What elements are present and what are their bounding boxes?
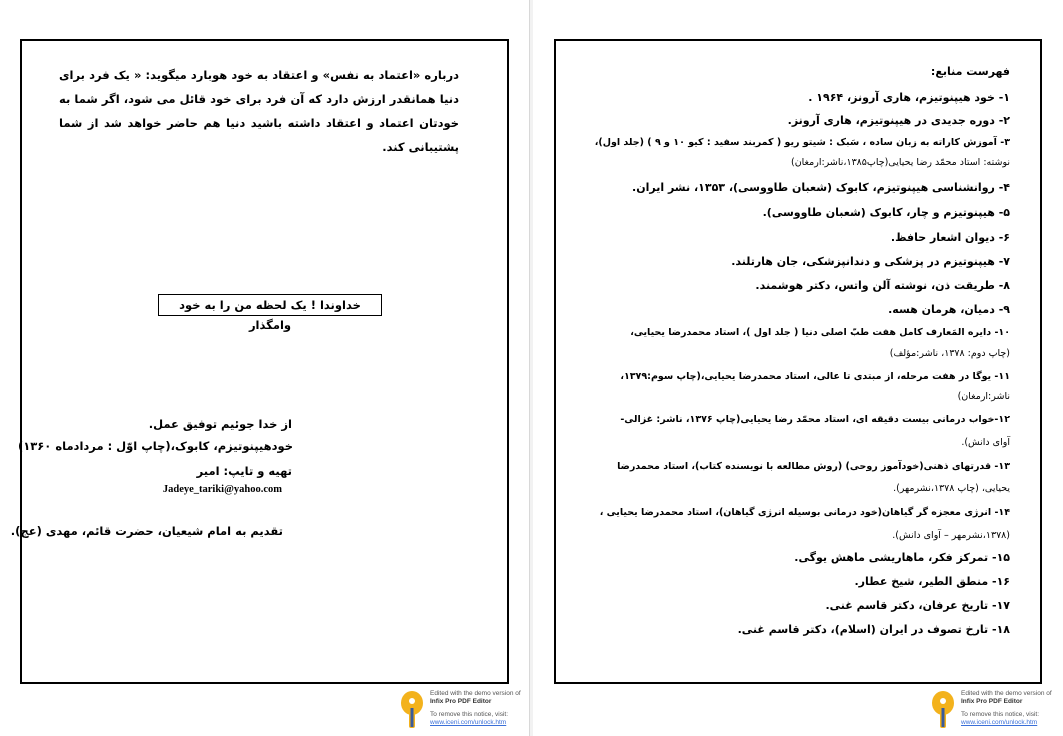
right-page-frame [554, 39, 1042, 684]
reference-line: نوشته: استاد محمّد رضا یحیایی(چاپ۱۳۸۵،ناشر:ارمغان) [790, 157, 1010, 168]
reference-line: یحیایی، (چاپ ۱۳۷۸،نشرمهر). [893, 483, 1010, 494]
reference-line: ۲- دوره جدیدی در هیپنوتیزم، هاری آرونز. [787, 114, 1010, 127]
reference-line: ۱۶- منطق الطیر، شیخ عطار. [854, 575, 1010, 588]
reference-line: ۱۸- تارخ تصوف در ایران (اسلام)، دکتر قاسم غنی. [737, 623, 1010, 636]
infix-logo-icon [931, 690, 955, 730]
reference-line: ۹- دمیان، هرمان هسه. [888, 303, 1010, 316]
watermark-text [961, 690, 1052, 726]
reference-line: ناشر:ارمغان) [957, 391, 1010, 402]
watermark-link[interactable]: www.iceni.com/unlock.htm [430, 718, 507, 726]
prepared-by: تهیه و تایپ: امیر [196, 464, 292, 478]
reference-line: آوای دانش). [961, 437, 1010, 448]
reference-line: ۴- روانشناسی هیپنوتیزم، کابوک (شعبان طاووسی)، ۱۳۵۳، نشر ایران. [632, 181, 1010, 194]
reference-line: ۱۱- یوگا در هفت مرحله، از مبتدی تا عالی، استاد محمدرضا یحیایی،(چاپ سوم:۱۳۷۹، [620, 371, 1010, 382]
watermark-line2: Infix Pro PDF Editor [961, 697, 1023, 705]
reference-line: ۱- خود هیپنوتیزم، هاری آرونز، ۱۹۶۴ . [808, 91, 1010, 104]
reference-line: ۵- هیپنوتیزم و چار، کابوک (شعبان طاووسی). [762, 206, 1010, 219]
infix-logo-icon [400, 690, 424, 730]
watermark [931, 690, 1063, 732]
reference-line: ۶- دیوان اشعار حافظ. [890, 231, 1010, 244]
reference-line: ۱۴- انرژی معجزه گر گیاهان(خود درمانی بوسیله انرژی گیاهان)، استاد محمدرضا یحیایی ، [599, 507, 1010, 518]
email-address[interactable]: Jadeye_tariki@yahoo.com [162, 484, 282, 495]
watermark-line1: Edited with the demo version of [430, 690, 521, 697]
left-page-frame [10, 39, 509, 684]
reference-line: ۱۲-خواب درمانی بیست دقیقه ای، استاد محمّد رضا یحیایی(چاپ ۱۳۷۶، ناشر: غزالی- [620, 414, 1010, 425]
reference-line: (چاپ دوم: ۱۳۷۸، ناشر:مؤلف) [889, 348, 1010, 359]
reference-line: (۱۳۷۸،نشرمهر – آوای دانش). [892, 530, 1010, 541]
reference-line: ۳- آموزش کاراته به زبان ساده ، سَبک : شیتو ریو ( کمربند سفید : کیو ۱۰ و ۹ ) (جلد اول)، [594, 137, 1010, 148]
motto-box: خداوندا ! یک لحظه من را به خود وامگذار [158, 294, 382, 316]
watermark-line3: To remove this notice, visit: [430, 711, 509, 718]
dedication: تقدیم به امام شیعیان، حضرت قائم، مهدی (عج). [10, 524, 283, 538]
intro-paragraph: درباره «اعتماد به نفس» و اعتقاد به خود هوبارد میگوید: « یک فرد برای دنیا همانقدر ارزش دارد که آن فرد برای خود قائل می شود، اگر شما به خودتان اعتماد و اعتقاد داشته باشید دنیا هم حاضر خواهد شد از شما پشتیبانی کند. [59, 68, 459, 154]
reference-line: ۱۰- دایره المَعارف کامل هفت طبّ اصلی دنیا ( جلد اول )، استاد محمدرضا یحیایی، [630, 327, 1010, 338]
references-title: فهرست منابع: [930, 65, 1010, 78]
watermark-line2: Infix Pro PDF Editor [430, 697, 492, 705]
reference-line: ۸- طریقت ذن، نوشته آلن واتس، دکتر هوشمند. [755, 279, 1010, 292]
watermark-line3: To remove this notice, visit: [961, 711, 1040, 718]
reference-line: ۱۳- قدرتهای ذهنی(خودآموز روحی) (روش مطالعه با نویسنده کتاب)، استاد محمدرضا [617, 461, 1010, 472]
watermark-text [430, 690, 521, 726]
right-page [533, 0, 1063, 736]
reference-line: ۱۵- تمرکز فکر، ماهاریشی ماهش یوگی. [794, 551, 1010, 564]
watermark-link[interactable]: www.iceni.com/unlock.htm [961, 718, 1038, 726]
left-page [0, 0, 530, 736]
source-line: خودهیپنوتیزم، کابوک،(چاپ اوّل : مردادماه ۱۳۶۰) [17, 439, 293, 453]
reference-line: ۱۷- تاریخ عرفان، دکتر قاسم غنی. [825, 599, 1010, 612]
reference-line: ۷- هیپنوتیزم در پزشکی و دندانپزشکی، جان هارتلند. [731, 255, 1010, 268]
watermark-line1: Edited with the demo version of [961, 690, 1052, 697]
watermark [400, 690, 540, 732]
wish-line: از خدا جوئیم توفیق عمل. [148, 417, 292, 431]
